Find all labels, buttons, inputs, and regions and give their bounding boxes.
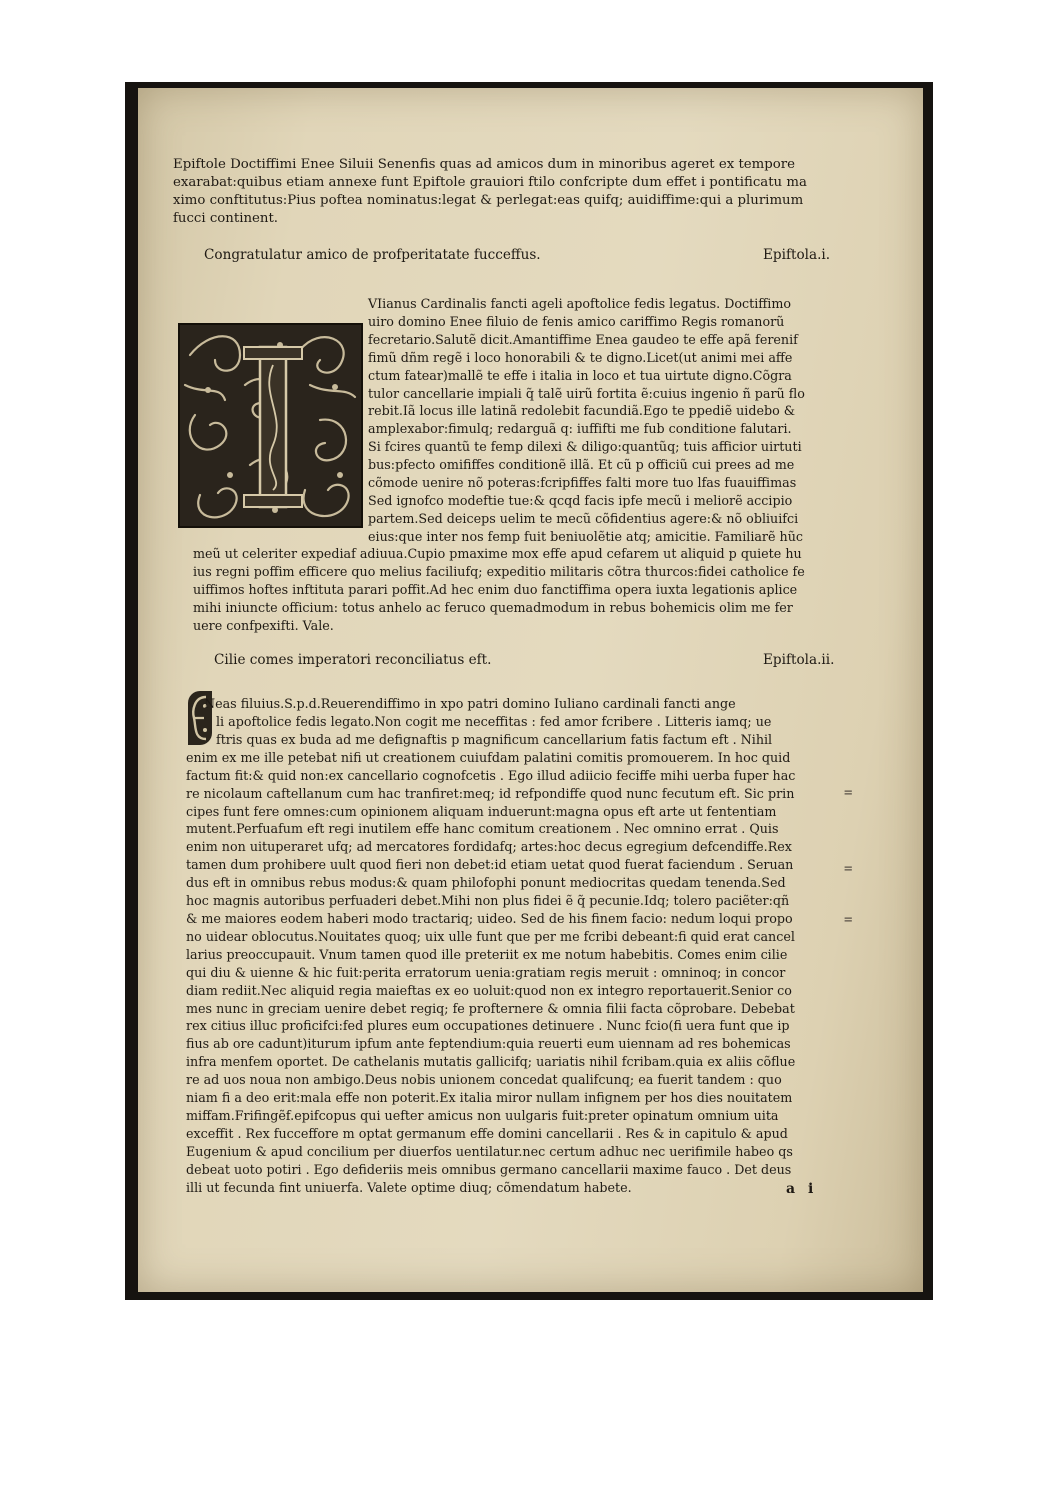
text-line: re nicolaum caftellanum cum hac tranfiret:meq; id refpondiffe quod nunc fecutum eft. Sic prin <box>186 785 795 801</box>
text-line: Eugenium & apud concilium per diuerfos uentilatur.nec certum adhuc nec uerifimile habeo qs <box>186 1143 793 1159</box>
intro-paragraph <box>173 156 807 228</box>
margin-mark: = <box>844 861 853 877</box>
text-line: exceffit . Rex fucceffore m optat germanum effe domini cancellarii . Res & in capitulo & apud <box>186 1125 788 1141</box>
letter2-first-line <box>204 695 736 713</box>
text-line: uere confpexifti. Vale. <box>193 617 334 633</box>
book-page <box>138 88 923 1292</box>
text-line: debeat uoto potiri . Ego defideriis meis omnibus germano cancellarii maxime fauco . Det deus <box>186 1161 792 1177</box>
letter2-heading: Cilie comes imperatori reconciliatus eft. <box>214 652 492 668</box>
text-line: partem.Sed deiceps uelim te mecũ cõfidentius agere:& nõ obliuifci <box>368 510 799 526</box>
decorated-initial-i <box>178 323 363 528</box>
text-line: enim ex me ille petebat nifi ut creationem cuiufdam palatini comitis promouerem. In hoc quid <box>186 749 791 765</box>
letter1-text-full-width <box>193 545 805 635</box>
text-line: factum fit:& quid non:ex cancellario cognofcetis . Ego illud adiicio feciffe mihi uerba fuper hac <box>186 767 796 783</box>
text-line: tamen dum prohibere uult quod fieri non debet:id etiam uetat quod fuerat faciendum . Seruan <box>186 857 794 873</box>
text-line: fecretario.Salutẽ dicit.Amantiffime Enea gaudeo te effe apã ferenif <box>368 331 798 347</box>
margin-mark: = <box>844 912 853 928</box>
text-line: mes nunc in greciam uenire debet regiq; fe profternere & omnia filii facta cõprobare. Debebat <box>186 1000 795 1016</box>
margin-mark: = <box>844 785 853 801</box>
intro-line: fucci continent. <box>173 211 279 226</box>
text-line: rebit.Iã locus ille latinã redolebit facundiã.Ego te ppediẽ uidebo & <box>368 403 796 419</box>
letter1-text-beside-initial <box>368 295 805 546</box>
text-line: infra menfem oportet. De cathelanis mutatis gallicifq; uariatis nihil fcribam.quia ex aliis cõflue <box>186 1054 796 1070</box>
text-line: bus:pfecto omififfes conditionẽ illã. Et cũ p officiũ cui prees ad me <box>368 457 795 473</box>
text-line: niam fi a deo erit:mala effe non poterit.Ex italia miror nullam infignem per hos dies nouitatem <box>186 1090 793 1106</box>
letter2-text <box>186 713 795 1196</box>
text-line: li apoftolice fedis legato.Non cogit me neceffitas : fed amor fcribere . Litteris iamq; ue <box>216 714 772 729</box>
text-line: tulor cancellarie impiali q̃ talẽ uirũ fortita ẽ:cuius ingenio ñ parũ flo <box>368 385 805 401</box>
intro-line: Epiftole Doctiffimi Enee Siluii Senenfis quas ad amicos dum in minoribus ageret ex tempore <box>173 157 796 172</box>
text-line: qui diu & uienne & hic fuit:perita erratorum uenia:gratiam regis meruit : omninoq; in concor <box>186 964 786 980</box>
letter1-label: Epiftola.i. <box>763 247 831 263</box>
text-line: mihi iniuncte officium: totus anhelo ac feruco quemadmodum in rebus bohemicis olim me fer <box>193 599 793 615</box>
text-line: Sed ignofco modeftie tue:& qcqd facis ipfe mecũ i meliorẽ accipio <box>368 492 793 508</box>
text-line: re ad uos noua non ambigo.Deus nobis unionem concedat qualifcunq; ea fuerit tandem : quo <box>186 1072 782 1088</box>
text-line: amplexabor:fimulq; redarguã q: iuffifti me fub conditione falutari. <box>368 421 792 437</box>
text-line: dus eft in omnibus rebus modus:& quam philofophi ponunt mediocritas quedam tenenda.Sed <box>186 875 786 891</box>
text-line: miffam.Frifingẽf.epifcopus qui uefter amicus non uulgaris fuit:preter opinatum omnium uita <box>186 1107 779 1123</box>
text-line: fimũ dñm regẽ i loco honorabili & te digno.Licet(ut animi mei affe <box>368 349 793 365</box>
text-line: hoc magnis autoribus perfuaderi debet.Mihi non plus fidei ẽ q̃ pecunie.Idq; tolero paciẽter:qñ <box>186 893 790 909</box>
text-line: fius ab ore cadunt)iturum ipfum ante feptendium:quia reuerti eum uiennam ad res bohemicas <box>186 1036 791 1052</box>
intro-line: ximo conftitutus:Pius poftea nominatus:legat & perlegat:eas quifq; auidiffime:qui a plurimum <box>173 193 804 208</box>
intro-line: exarabat:quibus etiam annexe funt Epiftole grauiori ftilo confcripte dum effet i pontificatu ma <box>173 175 807 190</box>
letter1-heading: Congratulatur amico de profperitatate fucceffus. <box>204 247 541 263</box>
text-line: illi ut fecunda fint uniuerfa. Valete optime diuq; cõmendatum habete. <box>186 1179 632 1195</box>
text-line: eius:que inter nos femp fuit beniuolẽtie atq; amicitie. Familiarẽ hũc <box>368 528 803 544</box>
text-line: Neas filuius.S.p.d.Reuerendiffimo in xpo patri domino Iuliano cardinali fancti ange <box>204 696 736 711</box>
signature-mark: a i <box>786 1181 818 1197</box>
text-line: enim non uituperaret ufq; ad mercatores fordidafq; artes:hoc decus egregium defcendiffe.Rex <box>186 839 792 855</box>
text-line: & me maiores eodem haberi modo tractariq; uideo. Sed de his finem facio: nedum loqui propo <box>186 910 793 926</box>
text-line: meũ ut celeriter expediaf adiuua.Cupio pmaxime mox effe apud cefarem ut aliquid p quiete hu <box>193 546 802 561</box>
text-line: cipes funt fere omnes:cum opinionem aliquam induerunt:magna opus eft arte ut fententiam <box>186 803 777 819</box>
text-line: uiro domino Enee filuio de fenis amico cariffimo Regis romanorũ <box>368 313 785 329</box>
text-line: uiffimos hoftes inftituta parari poffit.Ad hec enim duo fanctiffima opera iuxta legationis aplice <box>193 581 798 597</box>
text-line: ius regni poffim efficere quo melius faciliufq; expeditio militaris cõtra thurcos:fidei catholice fe <box>193 563 805 579</box>
text-line: Si fcires quantũ te femp dilexi & diligo:quantũq; tuis afficior uirtuti <box>368 439 802 455</box>
text-line: rex citius illuc proficifci:fed plures eum occupationes detinuere . Nunc fcio(fi uera funt que ip <box>186 1018 790 1034</box>
text-line: mutent.Perfuafum eft regi inutilem effe hanc comitum creationem . Nec omnino errat . Quis <box>186 821 779 837</box>
text-line: cõmode uenire nõ poteras:fcripfiffes falti more tuo lfas fuauiffimas <box>368 475 797 491</box>
letter2-label: Epiftola.ii. <box>763 652 835 668</box>
text-line: diam rediit.Nec aliquid regia maieftas ex eo uoluit:quod non ex integro reportauerit.Senior co <box>186 982 792 998</box>
text-line: ftris quas ex buda ad me defignaftis p magnificum cancellarium fatis factum eft . Nihil <box>216 731 773 747</box>
text-line: no uidear oblocutus.Nouitates quoq; uix ulle funt que per me fcribi debeant:fi quid erat cancel <box>186 928 795 944</box>
text-line: ctum fatear)mallẽ te effe i italia in loco et tua uirtute digno.Cõgra <box>368 367 792 383</box>
text-line: VIianus Cardinalis fancti ageli apoftolice fedis legatus. Doctiffimo <box>368 296 792 311</box>
text-line: larius preoccupauit. Vnum tamen quod ille preteriit ex me notum habebitis. Comes enim cilie <box>186 946 788 962</box>
